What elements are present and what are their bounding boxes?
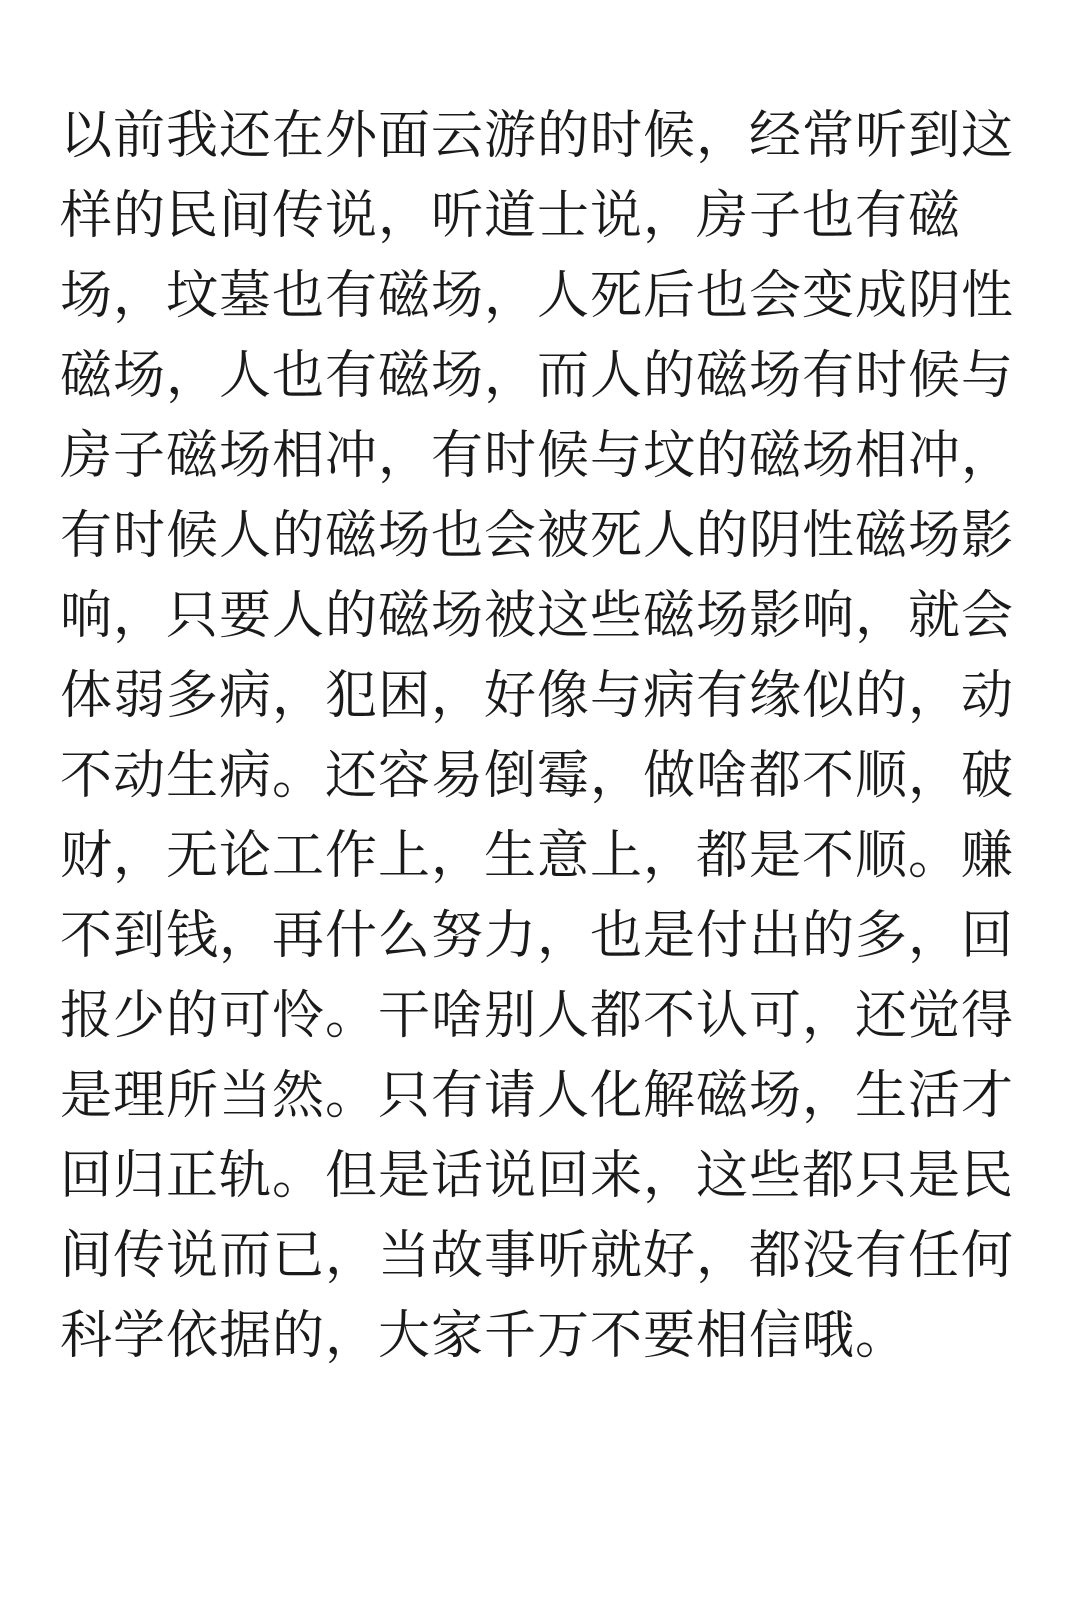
- article-line: 不到钱，再什么努力，也是付出的多，回: [60, 906, 1015, 966]
- article-line: 是理所当然。只有请人化解磁场，生活才: [60, 1066, 1015, 1126]
- article-line: 间传说而已，当故事听就好，都没有任何: [60, 1226, 1015, 1286]
- article-line: 响，只要人的磁场被这些磁场影响，就会: [60, 586, 1015, 646]
- article-body: [60, 96, 1015, 1376]
- article-line: 场，坟墓也有磁场，人死后也会变成阴性: [60, 266, 1015, 326]
- article-line: 有时候人的磁场也会被死人的阴性磁场影: [60, 506, 1015, 566]
- article-line: 科学依据的，大家千万不要相信哦。: [60, 1306, 909, 1366]
- article-line: 磁场，人也有磁场，而人的磁场有时候与: [60, 346, 1015, 406]
- article-line: 不动生病。还容易倒霉，做啥都不顺，破: [60, 746, 1015, 806]
- article-line: 体弱多病，犯困，好像与病有缘似的，动: [60, 666, 1015, 726]
- article-line: 样的民间传说，听道士说，房子也有磁: [60, 186, 962, 246]
- article-line: 以前我还在外面云游的时候，经常听到这: [60, 106, 1015, 166]
- article-line: 房子磁场相冲，有时候与坟的磁场相冲，: [60, 426, 1015, 486]
- article-line: 回归正轨。但是话说回来，这些都只是民: [60, 1146, 1015, 1206]
- article-line: 报少的可怜。干啥别人都不认可，还觉得: [60, 986, 1015, 1046]
- article-line: 财，无论工作上，生意上，都是不顺。赚: [60, 826, 1015, 886]
